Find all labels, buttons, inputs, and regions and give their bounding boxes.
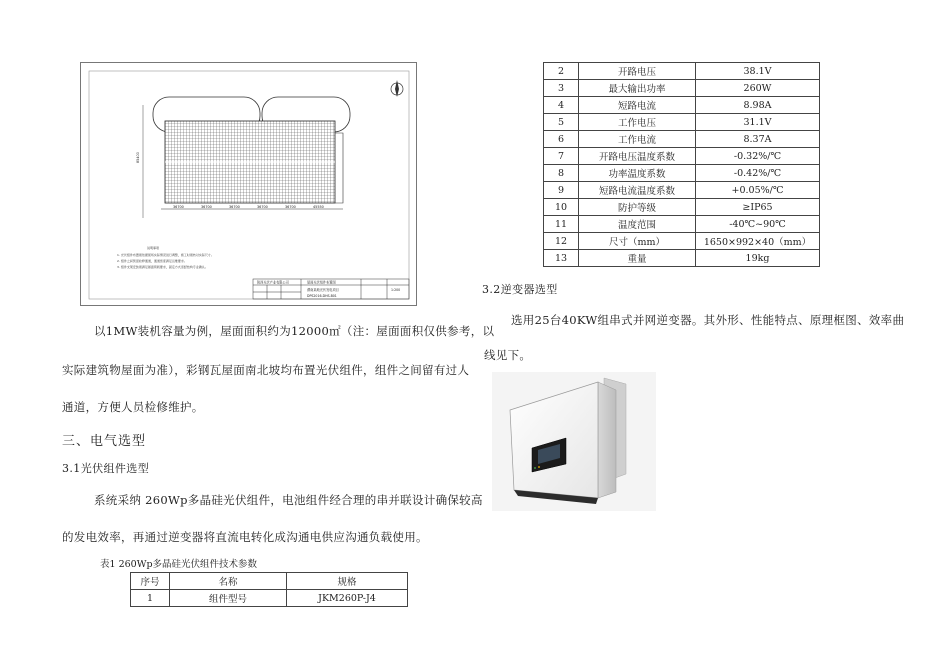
paragraph-1-line-2: 实际建筑物屋面为准），彩钢瓦屋面南北坡均布置光伏组件，组件之间留有过人 xyxy=(62,363,470,377)
cell-spec: 1650×992×40（mm） xyxy=(696,233,820,250)
paragraph-3-line-1: 选用25台40KW组串式并网逆变器。其外形、性能特点、原理框图、效率曲 xyxy=(511,313,905,327)
table-row xyxy=(544,131,820,148)
cell-index: 5 xyxy=(544,114,579,131)
dim-3: 36700 xyxy=(229,205,240,209)
cell-spec: JKM260P-J4 xyxy=(287,590,408,607)
cell-index: 9 xyxy=(544,182,579,199)
cell-index: 11 xyxy=(544,216,579,233)
paragraph-2-line-2: 的发电效率，再通过逆变器将直流电转化成沟通电供应沟通负载使用。 xyxy=(62,530,428,544)
roof-layout-svg xyxy=(81,63,416,305)
cell-index: 8 xyxy=(544,165,579,182)
section-3-1-heading: 3.1光伏组件选型 xyxy=(62,462,150,475)
table-row xyxy=(544,97,820,114)
cell-name: 最大输出功率 xyxy=(579,80,696,97)
table-row xyxy=(544,250,820,267)
table-row xyxy=(544,63,820,80)
title-company: 陕西光伏产业有限公司 xyxy=(257,280,289,285)
cell-spec: ≥IP65 xyxy=(696,199,820,216)
paragraph-3-line-2: 线见下。 xyxy=(484,348,532,362)
cell-index: 4 xyxy=(544,97,579,114)
table-row xyxy=(544,216,820,233)
dim-5: 36700 xyxy=(285,205,296,209)
cell-name: 尺寸（mm） xyxy=(579,233,696,250)
cell-name: 重量 xyxy=(579,250,696,267)
paragraph-1-line-3: 通道，方便人员检修维护。 xyxy=(62,400,204,414)
cell-spec: 31.1V xyxy=(696,114,820,131)
note-1: 1. 光伏组件布置须依据现场实际情况进行调整，施工时须核对实际尺寸。 xyxy=(117,253,214,257)
cell-index: 6 xyxy=(544,131,579,148)
cell-name: 工作电流 xyxy=(579,131,696,148)
cell-index: 12 xyxy=(544,233,579,250)
dim-4: 36700 xyxy=(257,205,268,209)
table-row xyxy=(544,165,820,182)
table-row xyxy=(544,233,820,250)
cell-index: 13 xyxy=(544,250,579,267)
header-name: 名称 xyxy=(170,573,287,590)
table-row xyxy=(544,199,820,216)
title-scale: 1:200 xyxy=(391,288,401,292)
cell-index: 10 xyxy=(544,199,579,216)
section-3-2-heading: 3.2逆变器选型 xyxy=(482,283,558,296)
header-index: 序号 xyxy=(131,573,170,590)
table-row xyxy=(544,148,820,165)
cell-index: 7 xyxy=(544,148,579,165)
dim-2: 36700 xyxy=(201,205,212,209)
table-row xyxy=(544,182,820,199)
paragraph-1-line-1: 以1MW装机容量为例，屋面面积约为12000㎡（注：屋面面积仅供参考，以 xyxy=(94,324,495,338)
section-3-heading: 三、电气选型 xyxy=(62,434,147,449)
cell-spec: 19kg xyxy=(696,250,820,267)
title-project: 渭南某地光伏发电项目 xyxy=(307,288,339,292)
note-2: 2. 组件之间预留检修通道，通道宽度满足运维要求。 xyxy=(117,259,187,263)
table-row xyxy=(131,590,408,607)
pv-spec-table-part-1 xyxy=(130,572,408,607)
table-row xyxy=(544,80,820,97)
cell-name: 短路电流温度系数 xyxy=(579,182,696,199)
dim-side: 85400 xyxy=(136,152,140,163)
cell-spec: 38.1V xyxy=(696,63,820,80)
cell-index: 1 xyxy=(131,590,170,607)
cell-spec: -0.42%/℃ xyxy=(696,165,820,182)
table-header-row xyxy=(131,573,408,590)
cell-spec: -40℃~90℃ xyxy=(696,216,820,233)
north-arrow-icon xyxy=(391,80,403,97)
inverter-illustration xyxy=(492,372,656,511)
dim-1: 36700 xyxy=(173,205,184,209)
cell-name: 功率温度系数 xyxy=(579,165,696,182)
table-caption: 表1 260Wp多晶硅光伏组件技术参数 xyxy=(100,559,258,570)
cell-spec: 8.98A xyxy=(696,97,820,114)
roof-layout-drawing xyxy=(80,62,417,306)
title-number: DPS2016-DHS-B01 xyxy=(307,294,337,298)
title-drawing: 屋面光伏组件布置图 xyxy=(307,280,336,285)
cell-spec: 8.37A xyxy=(696,131,820,148)
cell-spec: -0.32%/℃ xyxy=(696,148,820,165)
inverter-photo xyxy=(492,372,656,511)
cell-spec: 260W xyxy=(696,80,820,97)
paragraph-2-line-1: 系统采纳 260Wp多晶硅光伏组件，电池组件经合理的串并联设计确保较高 xyxy=(94,493,483,507)
cell-index: 3 xyxy=(544,80,579,97)
cell-name: 防护等级 xyxy=(579,199,696,216)
cell-spec: +0.05%/℃ xyxy=(696,182,820,199)
cell-name: 工作电压 xyxy=(579,114,696,131)
cell-name: 开路电压 xyxy=(579,63,696,80)
cell-name: 温度范围 xyxy=(579,216,696,233)
notes-title: 说明事项 xyxy=(147,246,160,250)
note-3: 3. 组件支架安装须满足屋面荷载要求，固定方式需经结构专业确认。 xyxy=(117,265,208,269)
dim-6: 45550 xyxy=(313,205,324,209)
cell-index: 2 xyxy=(544,63,579,80)
cell-name: 开路电压温度系数 xyxy=(579,148,696,165)
cell-name: 短路电流 xyxy=(579,97,696,114)
header-spec: 规格 xyxy=(287,573,408,590)
pv-spec-table-part-2 xyxy=(543,62,820,267)
cell-name: 组件型号 xyxy=(170,590,287,607)
table-row xyxy=(544,114,820,131)
